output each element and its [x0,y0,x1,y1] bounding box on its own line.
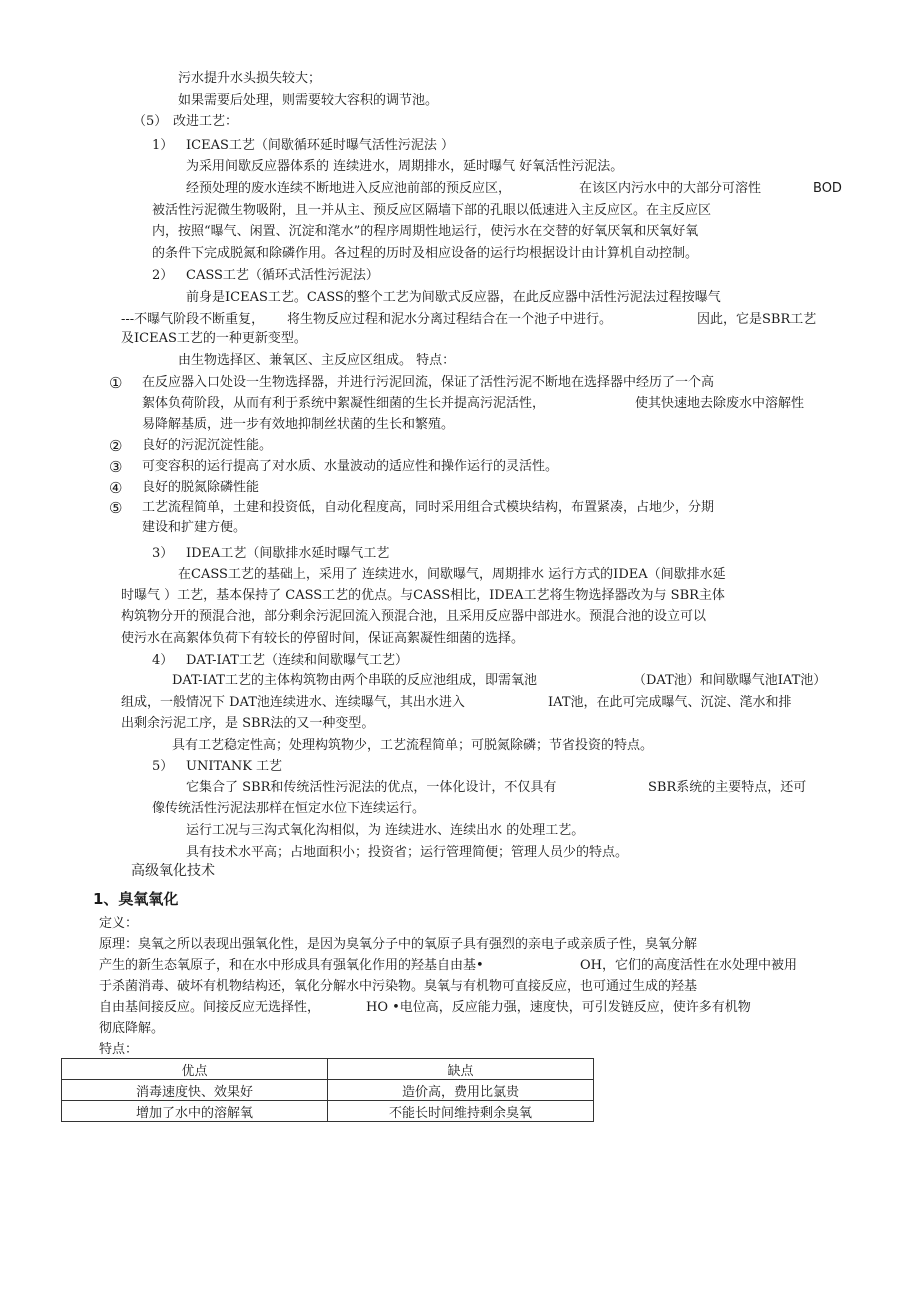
text-line: 具有技术水平高；占地面积小；投资省；运行管理简便；管理人员少的特点。 [186,845,629,860]
text-line: IAT池，在此可完成曝气、沉淀、滗水和排 [548,695,792,710]
text-line: SBR系统的主要特点，还可 [648,780,807,795]
text-line: 将生物反应过程和泥水分离过程结合在一个池子中进行。 [287,312,613,327]
text-line: 内，按照“曝气、闲置、沉淀和滗水”的程序周期性地运行，使污水在交替的好氧厌氧和厌氧好氧 [152,224,699,239]
text-line: 于杀菌消毒、破坏有机物结构还，氧化分解水中污染物。臭氧与有机物可直接反应，也可通过生成的羟基 [99,979,698,994]
table-header-cell: 缺点 [328,1059,594,1080]
subsection-title: CASS工艺（循环式活性污泥法） [186,268,379,283]
text-line: 彻底降解。 [99,1021,165,1036]
text-line: 特点： [99,1042,139,1057]
list-number: （5） [133,114,168,129]
text-line: 它集合了 SBR和传统活性污泥法的优点，一体化设计，不仅具有 [186,780,557,795]
text-line: ---不曝气阶段不断重复， [121,312,265,327]
section-heading: 1、臭氧氧化 [93,890,179,908]
circled-number: ⑤ [109,499,123,517]
list-number: 2） [152,268,174,283]
section-label: 改进工艺： [173,114,239,129]
text-line: 污水提升水头损失较大； [178,71,322,86]
text-line: 使其快速地去除废水中溶解性 [635,396,805,411]
circled-number: ① [109,374,123,392]
text-line: 运行工况与三沟式氧化沟相似，为 连续进水、连续出水 的处理工艺。 [186,823,585,838]
text-line: 具有工艺稳定性高；处理构筑物少，工艺流程简单；可脱氮除磷；节省投资的特点。 [172,738,654,753]
text-line: 像传统活性污泥法那样在恒定水位下连续运行。 [152,801,426,816]
list-number: 3） [152,546,174,561]
list-number: 5） [152,759,174,774]
text-line: 被活性污泥微生物吸附，且一并从主、预反应区隔墙下部的孔眼以低速进入主反应区。在主反应区 [152,203,712,218]
table-cell: 增加了水中的溶解氧 [62,1101,328,1122]
table-row [62,1101,594,1122]
table-header-cell: 优点 [62,1059,328,1080]
text-line: 及ICEAS工艺的一种更新变型。 [121,331,307,346]
text-line: 使污水在高絮体负荷下有较长的停留时间，保证高絮凝性细菌的选择。 [121,631,525,646]
pros-cons-table [61,1058,594,1122]
text-line: 为采用间歇反应器体系的 连续进水，周期排水，延时曝气 好氧活性污泥法。 [186,159,624,174]
section-heading: 高级氧化技术 [131,863,215,879]
text-line: 在CASS工艺的基础上，采用了 连续进水，间歇曝气，周期排水 运行方式的IDEA（间歇排水延 [178,567,726,582]
text-line: 絮体负荷阶段，从而有利于系统中絮凝性细菌的生长并提高污泥活性， [142,396,546,411]
text-line: 在反应器入口处设一生物选择器，并进行污泥回流，保证了活性污泥不断地在选择器中经历了一个高 [142,375,715,390]
text-line: 定义： [99,916,139,931]
text-line: 组成，一般情况下 DAT池连续进水、连续曝气，其出水进入 [121,695,465,710]
text-line: 产生的新生态氧原子，和在水中形成具有强氧化作用的羟基自由基• [99,958,484,973]
text-line: 前身是ICEAS工艺。CASS的整个工艺为间歇式反应器，在此反应器中活性污泥法过程按曝气 [186,290,721,305]
subsection-title: UNITANK 工艺 [186,759,283,774]
text-line: 在该区内污水中的大部分可溶性 [579,181,762,196]
table-row [62,1080,594,1101]
text-line: 因此，它是SBR工艺 [697,312,817,327]
list-number: 4） [152,653,174,668]
text-line: DAT-IAT工艺的主体构筑物由两个串联的反应池组成，即需氧池 [172,673,537,688]
text-line: 出剩余污泥工序，是 SBR法的又一种变型。 [121,716,375,731]
circled-number: ④ [109,479,123,497]
text-line: 良好的污泥沉淀性能。 [142,438,273,453]
text-line: 易降解基质，进一步有效地抑制丝状菌的生长和繁殖。 [142,417,455,432]
text-line: 良好的脱氮除磷性能 [142,480,260,495]
text-line: 建设和扩建方便。 [142,520,247,535]
list-number: 1） [152,138,174,153]
text-line: 构筑物分开的预混合池，部分剩余污泥回流入预混合池，且采用反应器中部进水。预混合池的设立可以 [121,609,707,624]
table-cell: 造价高，费用比氯贵 [328,1080,594,1101]
text-line: 经预处理的废水连续不断地进入反应池前部的预反应区， [186,181,512,196]
subsection-title: IDEA工艺（间歇排水延时曝气工艺 [186,546,390,561]
subsection-title: DAT-IAT工艺（连续和间歇曝气工艺） [186,653,408,668]
text-line: 自由基间接反应。间接反应无选择性， [99,1000,321,1015]
subsection-title: ICEAS工艺（间歇循环延时曝气活性污泥法 ） [186,138,454,153]
text-line: BOD [813,181,842,196]
text-line: OH，它们的高度活性在水处理中被用 [580,958,797,973]
text-line: 工艺流程简单，土建和投资低，自动化程度高，同时采用组合式模块结构，布置紧凑，占地少，分期 [142,500,715,515]
table-header-row [62,1059,594,1080]
table-cell: 不能长时间维持剩余臭氧 [328,1101,594,1122]
text-line: 时曝气 ）工艺，基本保持了 CASS工艺的优点。与CASS相比，IDEA工艺将生物选择器改为与 SBR主体 [121,588,725,603]
text-line: 原理：臭氧之所以表现出强氧化性，是因为臭氧分子中的氧原子具有强烈的亲电子或亲质子性，臭氧分解 [99,937,698,952]
text-line: 的条件下完成脱氮和除磷作用。各过程的历时及相应设备的运行均根据设计由计算机自动控制。 [152,246,699,261]
text-line: 可变容积的运行提高了对水质、水量波动的适应性和操作运行的灵活性。 [142,459,559,474]
text-line: HO •电位高，反应能力强，速度快，可引发链反应，使许多有机物 [366,1000,751,1015]
table-cell: 消毒速度快、效果好 [62,1080,328,1101]
circled-number: ② [109,437,123,455]
text-line: 如果需要后处理，则需要较大容积的调节池。 [178,93,439,108]
text-line: （DAT池）和间歇曝气池IAT池） [633,673,827,688]
circled-number: ③ [109,458,123,476]
text-line: 由生物选择区、兼氧区、主反应区组成。 特点： [178,353,456,368]
